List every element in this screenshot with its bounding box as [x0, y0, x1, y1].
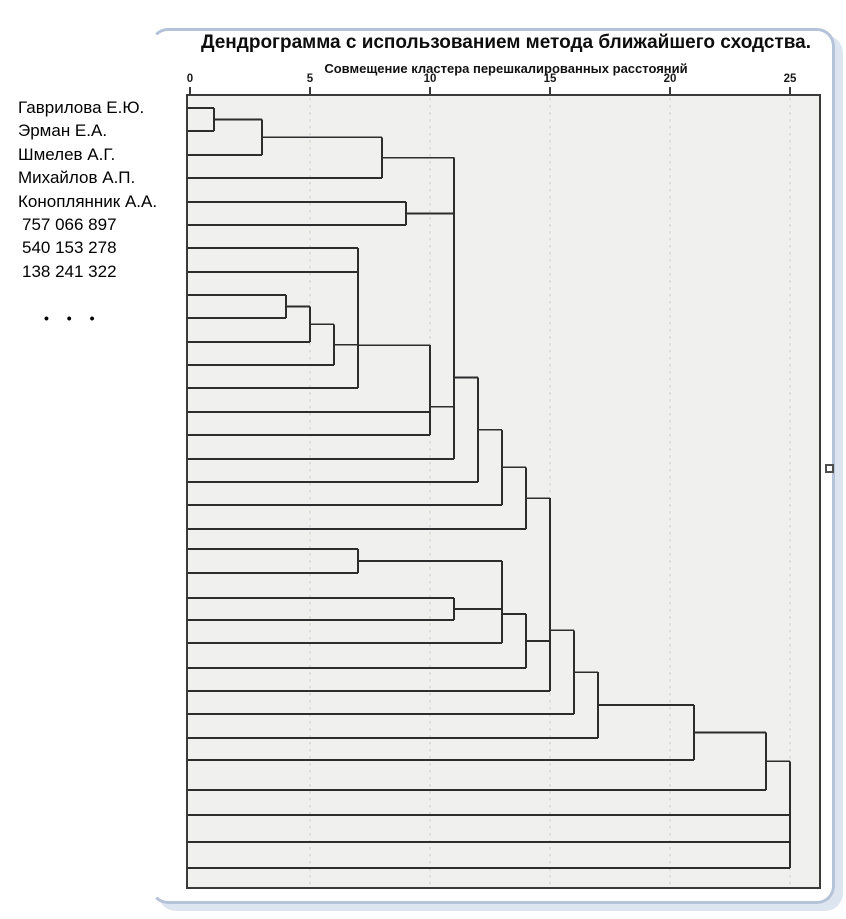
- axis-tick-label: 15: [543, 73, 557, 85]
- leaf-label: 540 153 278: [22, 238, 117, 257]
- leaf-label: • • •: [44, 310, 102, 326]
- axis-tick-label: 25: [783, 73, 797, 85]
- axis-tick-label: 5: [306, 73, 314, 85]
- leaf-label: 757 066 897: [22, 215, 117, 234]
- axis-tick-label: 20: [663, 73, 677, 85]
- plot-area: [187, 95, 820, 888]
- leaf-label: Гаврилова Е.Ю.: [18, 98, 145, 117]
- leaf-label: Михайлов А.П.: [18, 168, 136, 187]
- axis-title: Совмещение кластера перешкалированных расстояний: [324, 61, 688, 76]
- leaf-label: Коноплянник А.А.: [18, 192, 158, 211]
- chart-title: Дендрограмма с использованием метода ближайшего сходства.: [200, 32, 812, 53]
- leaf-label: Эрман Е.А.: [18, 121, 108, 140]
- leaf-label: 138 241 322: [22, 262, 117, 281]
- leaf-label: Шмелев А.Г.: [18, 145, 116, 164]
- axis-tick-label: 0: [186, 73, 194, 85]
- axis-tick-label: 10: [423, 73, 437, 85]
- shape-resize-handle[interactable]: [825, 464, 834, 473]
